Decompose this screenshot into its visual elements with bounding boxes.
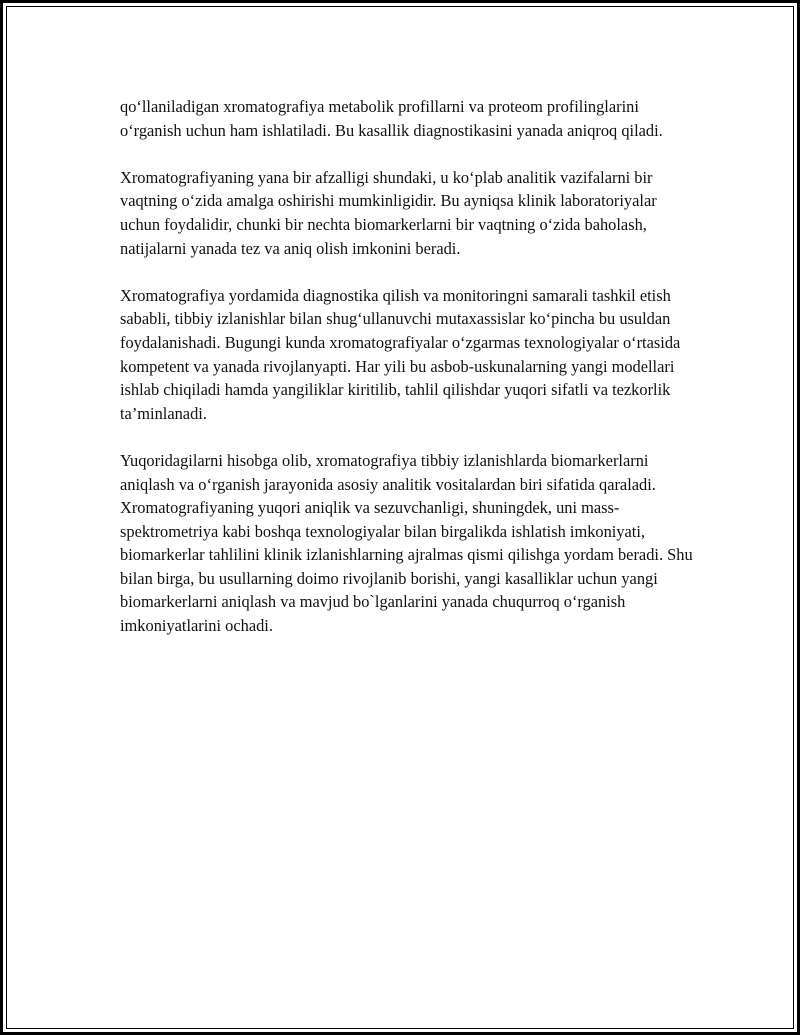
paragraph-2: Xromatografiyaning yana bir afzalligi shundaki, u ko‘plab analitik vazifalarni bir vaqtning o‘zida amalga oshirishi mumkinligidir. Bu ayniqsa klinik laboratoriyalar uchun foydalidir, chunki bir nechta biomarkerlarni bir vaqtning o‘zida baholash, natijalarni yanada tez va aniq olish imkonini beradi.	[120, 167, 657, 258]
paragraph-3: Xromatografiya yordamida diagnostika qilish va monitoringni samarali tashkil etish sababli, tibbiy izlanishlar bilan shug‘ullanuvchi mutaxassislar ko‘pincha bu usuldan foydalanishadi. Bugungi kunda xromatografiyalar o‘zgarmas texnologiyalar o‘rtasida kompetent va yanada rivojlanyapti. Har yili bu asbob-uskunalarning yangi modellari ishlab chiqiladi hamda yangiliklar kiritilib, tahlil qilishdar yuqori sifatli va tezkorlik ta’minlanadi.	[120, 285, 681, 423]
paragraph-1: qo‘llaniladigan xromatografiya metabolik profillarni va proteom profilinglarini o‘rganish uchun ham ishlatiladi. Bu kasallik diagnostikasini yanada aniqroq qiladi.	[120, 97, 663, 140]
document-body	[120, 95, 700, 661]
paragraph-4: Yuqoridagilarni hisobga olib, xromatografiya tibbiy izlanishlarda biomarkerlarni aniqlash va o‘rganish jarayonida asosiy analitik vositalardan biri sifatida qaraladi. Xromatografiyaning yuqori aniqlik va sezuvchanligi, shuningdek, uni mass-spektrometriya kabi boshqa texnologiyalar bilan birgalikda ishlatish imkoniyati, biomarkerlar tahlilini klinik izlanishlarning ajralmas qismi qilishga yordam beradi. Shu bilan birga, bu usullarning doimo rivojlanib borishi, yangi kasalliklar uchun yangi biomarkerlarni aniqlash va mavjud bo`lganlarini yanada chuqurroq o‘rganish imkoniyatlarini ochadi.	[120, 450, 693, 636]
